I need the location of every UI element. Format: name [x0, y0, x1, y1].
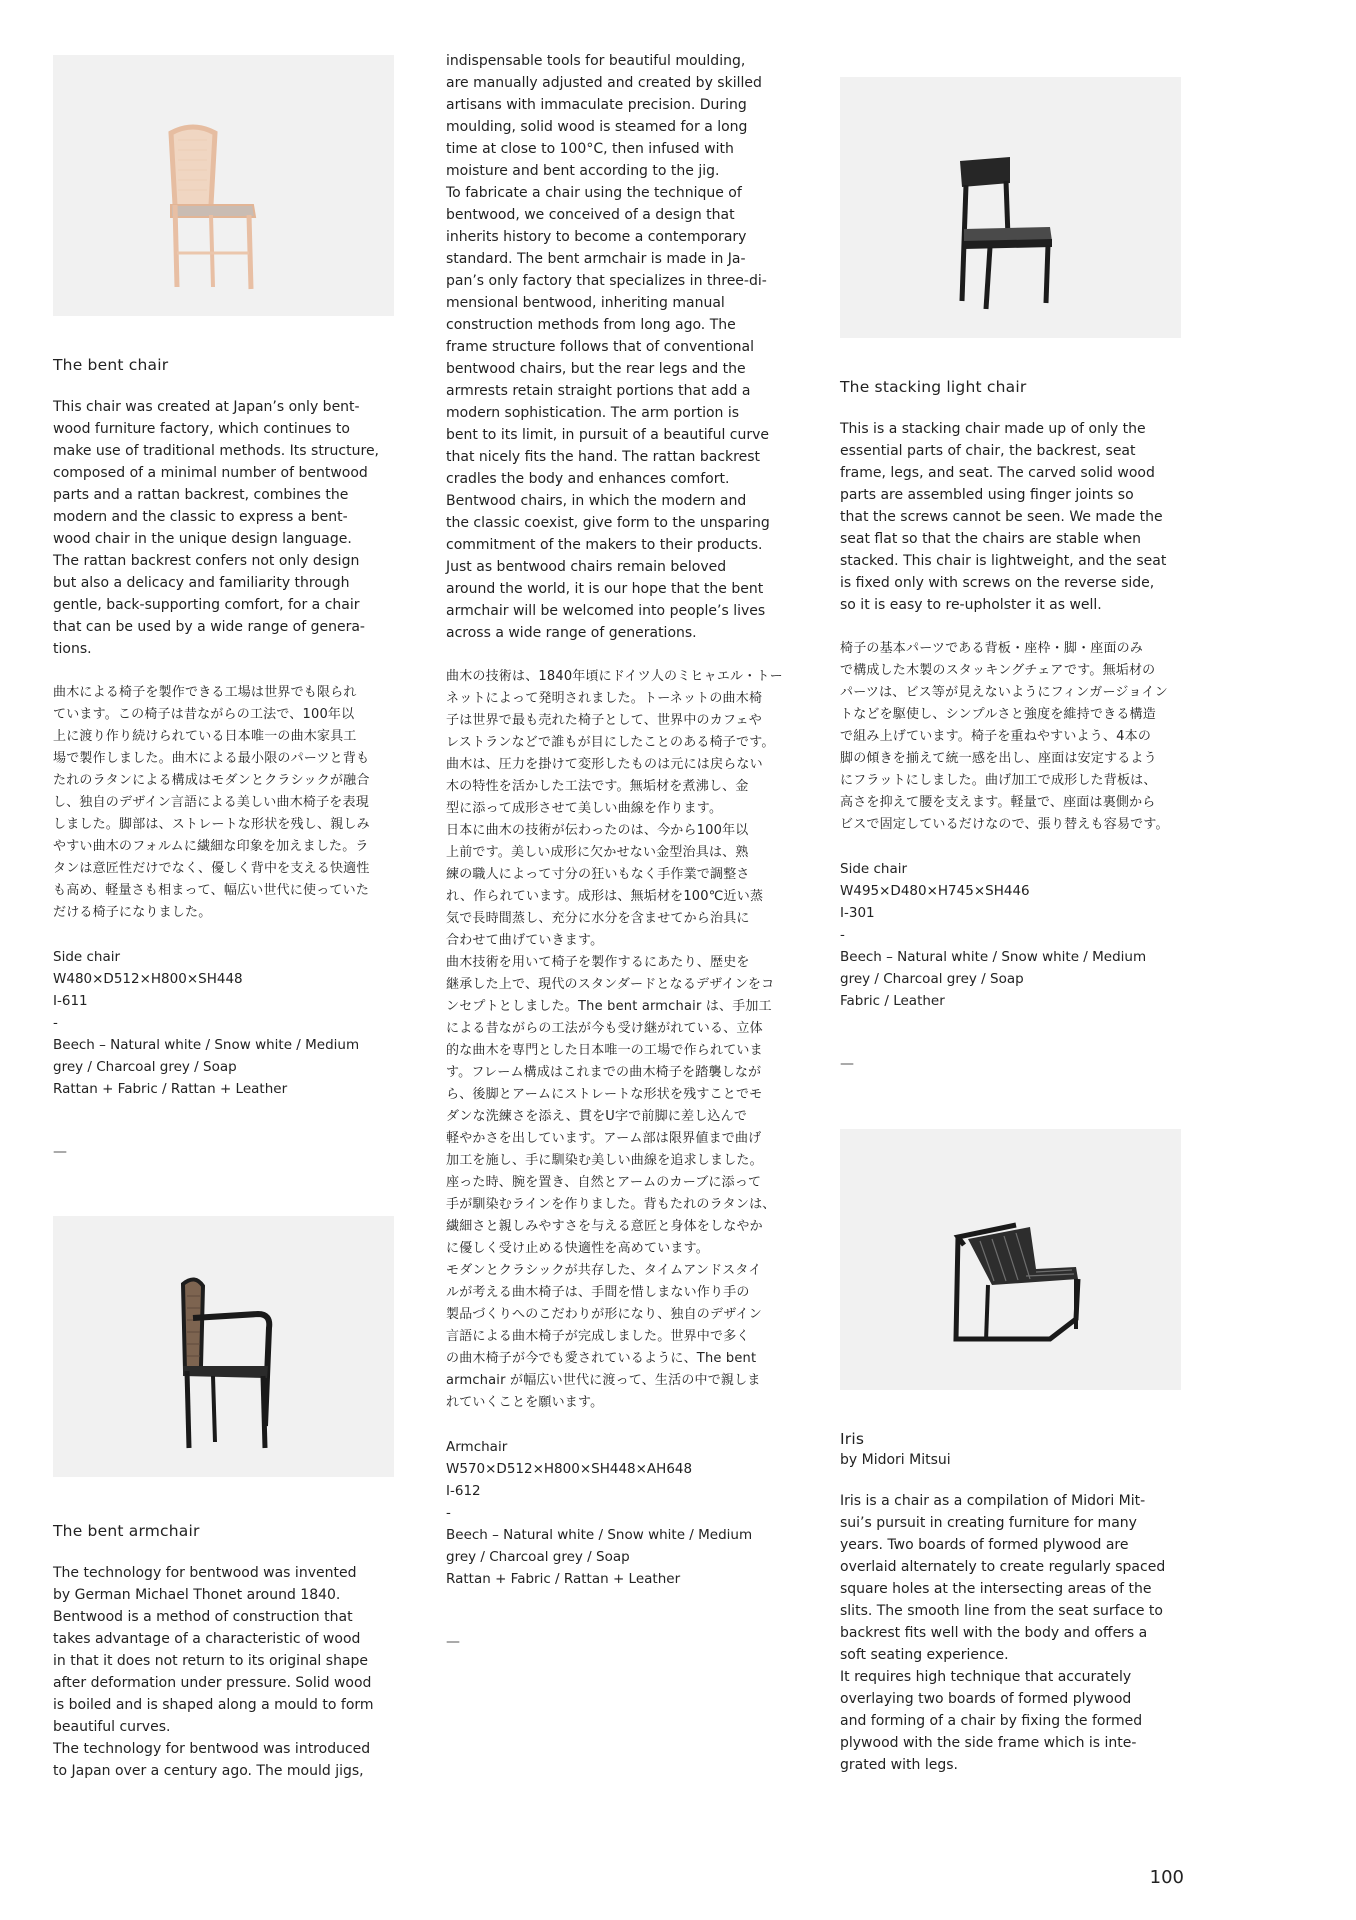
text-line: Iris is a chair as a compilation of Midori Mit-	[840, 1493, 1146, 1509]
text-line: 高さを抑えて腰を支えます。軽量で、座面は裏側から	[840, 795, 1156, 810]
section-separator: —	[53, 1144, 67, 1160]
text-line: years. Two boards of formed plywood are	[840, 1537, 1129, 1553]
text-line: Bentwood is a method of construction that	[53, 1609, 353, 1625]
text-line: 手が馴染むラインを作りました。背もたれのラタンは、	[446, 1197, 776, 1212]
text-line: tions.	[53, 641, 92, 657]
text-line: 場で製作しました。曲木による最小限のパーツと背も	[53, 751, 370, 766]
text-line: 曲木は、圧力を掛けて変形したものは元には戻らない	[446, 757, 763, 772]
text-line: モダンとクラシックが共存した、タイムアンドスタイ	[446, 1263, 762, 1278]
description-jp	[446, 666, 791, 1414]
bent-chair-illustration	[53, 55, 394, 316]
text-line: 言語による曲木椅子が完成しました。世界中で多く	[446, 1329, 750, 1344]
text-line: 子は世界で最も売れた椅子として、世界中のカフェや	[446, 713, 762, 728]
text-line: sui’s pursuit in creating furniture for many	[840, 1515, 1137, 1531]
text-line: armchair will be welcomed into people’s lives	[446, 603, 766, 619]
text-line: frame structure follows that of conventional	[446, 339, 754, 355]
text-line: This is a stacking chair made up of only the	[840, 421, 1146, 437]
text-line: 継承した上で、現代のスタンダードとなるデザインをコ	[446, 977, 775, 992]
bent-armchair-photo	[53, 1216, 394, 1477]
spec-line: Beech – Natural white / Snow white / Medium	[53, 1037, 360, 1053]
text-line: ています。この椅子は昔ながらの工法で、100年以	[53, 707, 355, 722]
text-line: that can be used by a wide range of genera-	[53, 619, 365, 635]
text-line: bentwood chairs, but the rear legs and the	[446, 361, 746, 377]
spec-line: I-612	[446, 1483, 481, 1499]
text-line: beautiful curves.	[53, 1719, 171, 1735]
product-specs	[53, 946, 398, 1100]
text-line: bentwood, we conceived of a design that	[446, 207, 735, 223]
text-line: wood chair in the unique design language.	[53, 531, 352, 547]
text-line: armrests retain straight portions that add a	[446, 383, 751, 399]
section-separator: —	[840, 1056, 854, 1072]
spec-line: grey / Charcoal grey / Soap	[53, 1059, 237, 1075]
text-line: construction methods from long ago. The	[446, 317, 736, 333]
text-line: The technology for bentwood was introduced	[53, 1741, 371, 1757]
text-line: ビスで固定しているだけなので、張り替えも容易です。	[840, 817, 1169, 832]
text-line: ルが考える曲木椅子は、手間を惜しまない作り手の	[446, 1285, 750, 1300]
text-line: by German Michael Thonet around 1840.	[53, 1587, 341, 1603]
text-line: stacked. This chair is lightweight, and the seat	[840, 553, 1167, 569]
text-line: 型に添って成形させて美しい曲線を作ります。	[446, 801, 723, 816]
text-line: で組み上げています。椅子を重ねやすいよう、4本の	[840, 729, 1152, 744]
text-line: たれのラタンによる構成はモダンとクラシックが融合	[53, 773, 370, 788]
text-line: takes advantage of a characteristic of wood	[53, 1631, 361, 1647]
spec-line: grey / Charcoal grey / Soap	[840, 971, 1024, 987]
text-line: 椅子の基本パーツである背板・座枠・脚・座面のみ	[840, 641, 1144, 656]
text-line: make use of traditional methods. Its structure,	[53, 443, 380, 459]
text-line: time at close to 100°C, then infused with	[446, 141, 734, 157]
text-line: れていくことを願います。	[446, 1395, 604, 1410]
text-line: 木の特性を活かした工法です。無垢材を煮沸し、金	[446, 779, 749, 794]
text-line: ネットによって発明されました。トーネットの曲木椅	[446, 691, 763, 706]
text-line: Bentwood chairs, in which the modern and	[446, 493, 747, 509]
text-line: 練の職人によって寸分の狂いもなく手作業で調整さ	[446, 867, 750, 882]
text-line: に優しく受け止める快適性を高めています。	[446, 1241, 709, 1256]
spec-line: Beech – Natural white / Snow white / Medium	[446, 1527, 753, 1543]
spec-line: Side chair	[840, 861, 908, 877]
text-line: overlaid alternately to create regularly spaced	[840, 1559, 1166, 1575]
text-line: gentle, back-supporting comfort, for a chair	[53, 597, 360, 613]
description-en	[53, 396, 398, 660]
text-line: is fixed only with screws on the reverse side,	[840, 575, 1155, 591]
spec-line: W480×D512×H800×SH448	[53, 971, 243, 987]
text-line: moulding, solid wood is steamed for a long	[446, 119, 748, 135]
stacking-light-chair-photo	[840, 77, 1181, 338]
text-line: 繊細さと親しみやすさを与える意匠と身体をしなやか	[446, 1219, 763, 1234]
spec-line: Side chair	[53, 949, 121, 965]
spec-line: grey / Charcoal grey / Soap	[446, 1549, 630, 1565]
stacking-light-chair-illustration	[840, 77, 1181, 338]
text-line: パーツは、ビス等が見えないようにフィンガージョイン	[840, 685, 1168, 700]
text-line: ら、後脚とアームにストレートな形状を残すことでモ	[446, 1087, 763, 1102]
iris-chair-photo	[840, 1129, 1181, 1390]
text-line: タンは意匠性だけでなく、優しく背中を支える快適性	[53, 861, 370, 876]
text-line: grated with legs.	[840, 1757, 958, 1773]
text-line: square holes at the intersecting areas of the	[840, 1581, 1152, 1597]
text-line: modern sophistication. The arm portion is	[446, 405, 740, 421]
iris-chair-illustration	[840, 1129, 1181, 1390]
text-line: armchair が幅広い世代に渡って、生活の中で親しま	[446, 1373, 761, 1388]
text-line: modern and the classic to express a bent-	[53, 509, 348, 525]
text-line: composed of a minimal number of bentwood	[53, 465, 368, 481]
text-line: backrest fits well with the body and offers a	[840, 1625, 1148, 1641]
description-en-part1	[53, 1562, 398, 1782]
text-line: wood furniture factory, which continues to	[53, 421, 350, 437]
text-line: but also a delicacy and familiarity through	[53, 575, 350, 591]
product-specs	[446, 1436, 791, 1590]
spec-line: Armchair	[446, 1439, 508, 1455]
text-line: This chair was created at Japan’s only bent-	[53, 399, 360, 415]
spec-line: I-611	[53, 993, 88, 1009]
text-line: plywood with the side frame which is inte-	[840, 1735, 1137, 1751]
text-line: are manually adjusted and created by skilled	[446, 75, 762, 91]
description-en	[840, 418, 1185, 616]
spec-line: W495×D480×H745×SH446	[840, 883, 1030, 899]
text-line: frame, legs, and seat. The carved solid wood	[840, 465, 1155, 481]
text-line: レストランなどで誰もが目にしたことのある椅子です。	[446, 735, 775, 750]
text-line: that the screws cannot be seen. We made the	[840, 509, 1163, 525]
bent-armchair-continued	[446, 50, 791, 1650]
text-line: indispensable tools for beautiful moulding,	[446, 53, 746, 69]
text-line: も高め、軽量さも相まって、幅広い世代に使っていた	[53, 883, 370, 898]
stacking-light-chair-section	[840, 378, 1185, 1072]
text-line: parts and a rattan backrest, combines the	[53, 487, 349, 503]
product-title: The bent armchair	[53, 1522, 200, 1540]
spec-line: -	[840, 927, 845, 943]
text-line: in that it does not return to its original shape	[53, 1653, 369, 1669]
text-line: overlaying two boards of formed plywood	[840, 1691, 1132, 1707]
text-line: the classic coexist, give form to the unsparing	[446, 515, 770, 531]
spec-line: -	[53, 1015, 58, 1031]
description-jp	[53, 682, 398, 924]
text-line: moisture and bent according to the jig.	[446, 163, 720, 179]
text-line: artisans with immaculate precision. During	[446, 97, 747, 113]
text-line: 製品づくりへのこだわりが形になり、独自のデザイン	[446, 1307, 762, 1322]
text-line: 加工を施し、手に馴染む美しい曲線を追求しました。	[446, 1153, 763, 1168]
text-line: ンセプトとしました。The bent armchair は、手加工	[446, 999, 772, 1014]
text-line: による昔ながらの工法が今も受け継がれている、立体	[446, 1021, 763, 1036]
text-line: 的な曲木を専門とした日本唯一の工場で作られていま	[446, 1043, 763, 1058]
spec-line: W570×D512×H800×SH448×AH648	[446, 1461, 693, 1477]
spec-line: Rattan + Fabric / Rattan + Leather	[53, 1081, 288, 1097]
page-number: 100	[1149, 1867, 1184, 1888]
text-line: 気で長時間蒸し、充分に水分を含ませてから治具に	[446, 911, 750, 926]
product-title: Iris	[840, 1430, 865, 1448]
text-line: standard. The bent armchair is made in Ja-	[446, 251, 746, 267]
text-line: cradles the body and enhances comfort.	[446, 471, 730, 487]
text-line: で構成した木製のスタッキングチェアです。無垢材の	[840, 663, 1156, 678]
text-line: The rattan backrest confers not only design	[53, 553, 360, 569]
text-line: around the world, it is our hope that the bent	[446, 581, 764, 597]
product-title: The bent chair	[53, 356, 169, 374]
text-line: 軽やかさを出しています。アーム部は限界値まで曲げ	[446, 1131, 762, 1146]
text-line: to Japan over a century ago. The mould jigs,	[53, 1763, 364, 1779]
text-line: so it is easy to re-upholster it as well.	[840, 597, 1102, 613]
product-title: The stacking light chair	[840, 378, 1027, 396]
bent-armchair-illustration	[53, 1216, 394, 1477]
text-line: across a wide range of generations.	[446, 625, 697, 641]
text-line: To fabricate a chair using the technique of	[446, 185, 742, 201]
text-line: やすい曲木のフォルムに繊細な印象を加えました。ラ	[53, 839, 369, 854]
text-line: 合わせて曲げていきます。	[446, 933, 604, 948]
text-line: seat flat so that the chairs are stable when	[840, 531, 1142, 547]
text-line: slits. The smooth line from the seat surface to	[840, 1603, 1163, 1619]
text-line: essential parts of chair, the backrest, seat	[840, 443, 1136, 459]
spec-line: Beech – Natural white / Snow white / Medium	[840, 949, 1147, 965]
text-line: ダンな洗練さを添え、貫をU字で前脚に差し込んで	[446, 1109, 748, 1124]
text-line: す。フレーム構成はこれまでの曲木椅子を踏襲しなが	[446, 1065, 762, 1080]
text-line: 曲木の技術は、1840年頃にドイツ人のミヒャエル・トー	[446, 669, 783, 684]
text-line: 上前です。美しい成形に欠かせない金型治具は、熟	[446, 845, 749, 860]
iris-section	[840, 1430, 1185, 1776]
text-line: bent to its limit, in pursuit of a beautiful curve	[446, 427, 770, 443]
description-en-part2	[446, 50, 791, 644]
text-line: しました。脚部は、ストレートな形状を残し、親しみ	[53, 817, 370, 832]
text-line: の曲木椅子が今でも愛されているように、The bent	[446, 1351, 757, 1366]
text-line: 日本に曲木の技術が伝わったのは、今から100年以	[446, 823, 749, 838]
text-line: トなどを駆使し、シンプルさと強度を維持できる構造	[840, 707, 1156, 722]
text-line: れ、作られています。成形は、無垢材を100℃近い蒸	[446, 889, 764, 904]
text-line: parts are assembled using finger joints so	[840, 487, 1134, 503]
text-line: 曲木技術を用いて椅子を製作するにあたり、歴史を	[446, 955, 750, 970]
text-line: 曲木による椅子を製作できる工場は世界でも限られ	[53, 685, 357, 700]
text-line: mensional bentwood, inheriting manual	[446, 295, 725, 311]
text-line: 座った時、腕を置き、自然とアームのカーブに添って	[446, 1175, 762, 1190]
spec-line: I-301	[840, 905, 875, 921]
designer-credit: by Midori Mitsui	[840, 1452, 951, 1468]
text-line: inherits history to become a contemporary	[446, 229, 747, 245]
text-line: にフラットにしました。曲げ加工で成形した背板は、	[840, 773, 1157, 788]
text-line: The technology for bentwood was invented	[53, 1565, 357, 1581]
text-line: is boiled and is shaped along a mould to form	[53, 1697, 374, 1713]
text-line: Just as bentwood chairs remain beloved	[446, 559, 727, 575]
text-line: commitment of the makers to their products.	[446, 537, 763, 553]
description-en	[840, 1490, 1185, 1776]
text-line: 脚の傾きを揃えて統一感を出し、座面は安定するよう	[840, 751, 1157, 766]
bent-chair-section	[53, 356, 398, 1160]
section-separator: —	[446, 1634, 460, 1650]
spec-line: Rattan + Fabric / Rattan + Leather	[446, 1571, 681, 1587]
text-line: It requires high technique that accurately	[840, 1669, 1132, 1685]
text-line: だける椅子になりました。	[53, 905, 212, 920]
bent-chair-photo	[53, 55, 394, 316]
text-line: し、独自のデザイン言語による美しい曲木椅子を表現	[53, 795, 369, 810]
text-line: 上に渡り作り続けられている日本唯一の曲木家具工	[53, 729, 357, 744]
bent-armchair-section	[53, 1522, 398, 1782]
spec-line: Fabric / Leather	[840, 993, 945, 1009]
text-line: and forming of a chair by fixing the formed	[840, 1713, 1143, 1729]
product-specs	[840, 858, 1185, 1012]
spec-line: -	[446, 1505, 451, 1521]
text-line: after deformation under pressure. Solid wood	[53, 1675, 372, 1691]
text-line: that nicely fits the hand. The rattan backrest	[446, 449, 760, 465]
text-line: pan’s only factory that specializes in three-di-	[446, 273, 767, 289]
text-line: soft seating experience.	[840, 1647, 1009, 1663]
description-jp	[840, 638, 1185, 836]
